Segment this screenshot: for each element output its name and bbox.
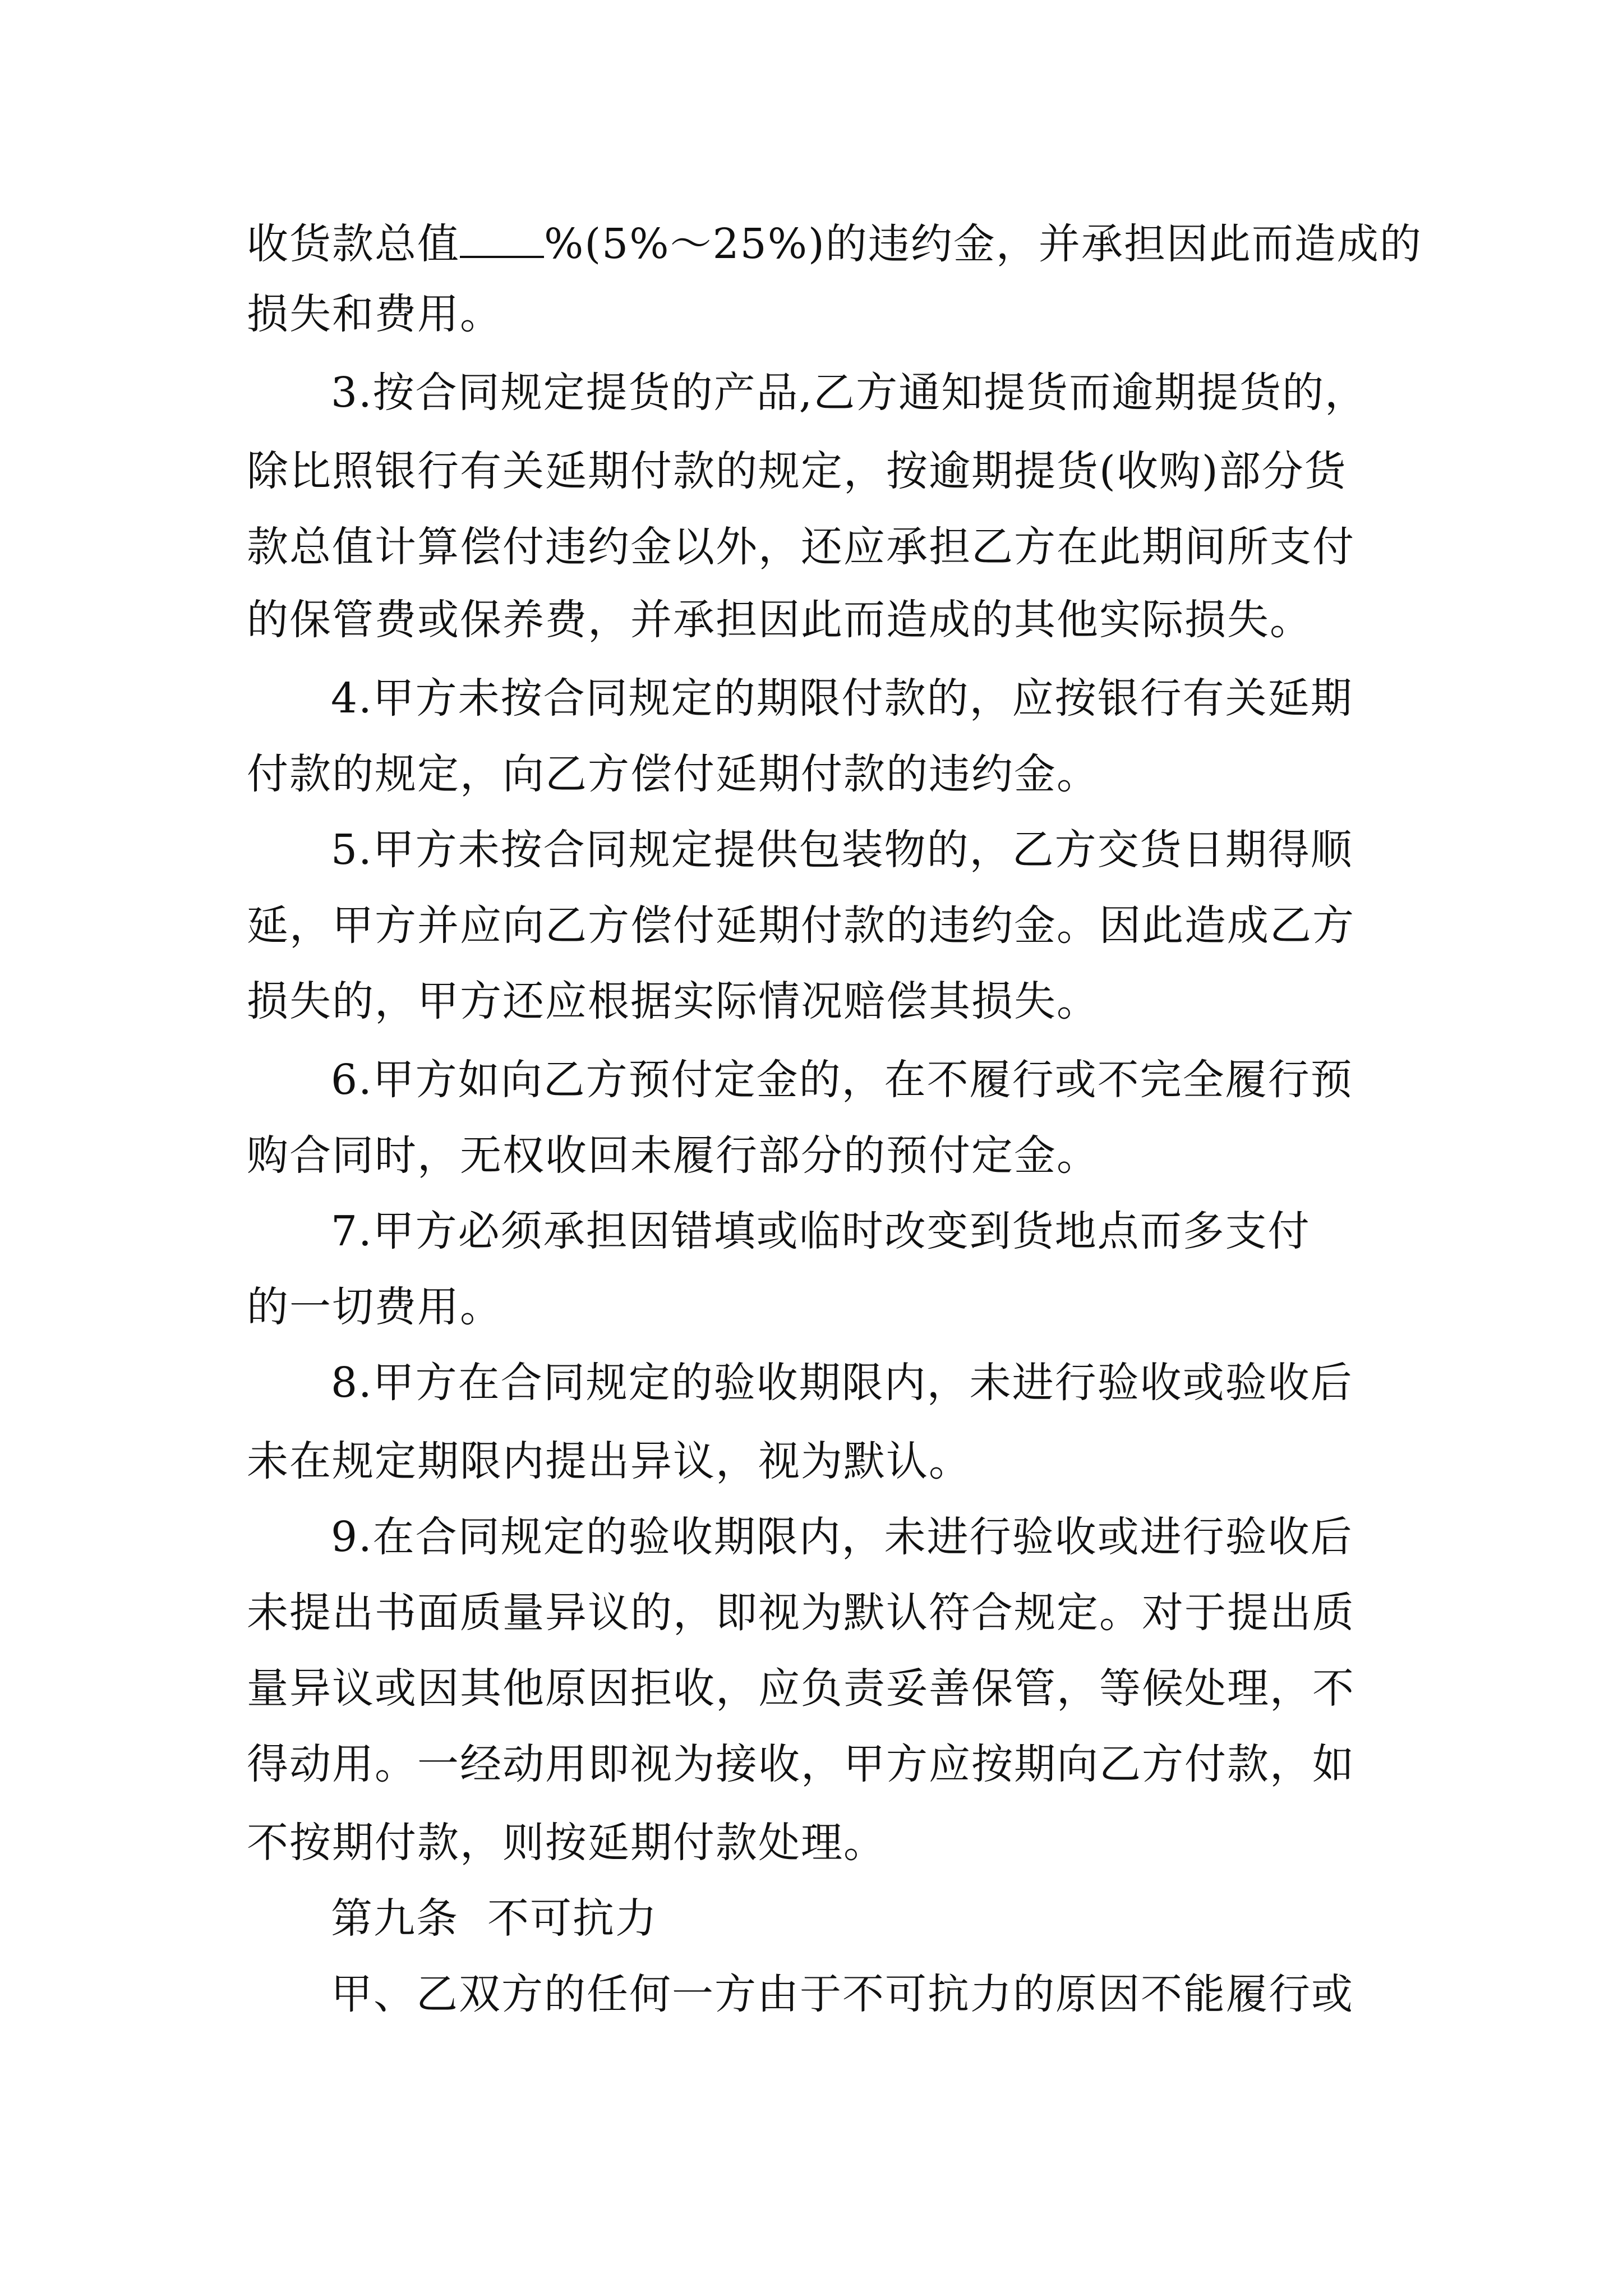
text-line: 未提出书面质量异议的，即视为默认符合规定。对于提出质 [247,1589,1355,1637]
text-line: 不按期付款，则按延期付款处理。 [247,1819,886,1867]
text-line: 的一切费用。 [247,1283,502,1331]
paragraph-first-line: 3.按合同规定提货的产品,乙方通知提货而逾期提货的， [331,369,1368,417]
paragraph-first-line: 7.甲方必须承担因错填或临时改变到货地点而多支付 [331,1207,1311,1255]
text-line: 付款的规定，向乙方偿付延期付款的违约金。 [247,750,1099,798]
text-line: 损失和费用。 [247,290,502,338]
text-line: 未在规定期限内提出异议，视为默认。 [247,1437,971,1485]
paragraph-first-line: 4.甲方未按合同规定的期限付款的，应按银行有关延期 [331,674,1353,723]
text-line: 购合同时，无权收回未履行部分的预付定金。 [247,1131,1099,1180]
text-line [247,216,1422,272]
article-heading: 第九条 不可抗力 [331,1894,658,1943]
paragraph-first-line: 甲、乙双方的任何一方由于不可抗力的原因不能履行或 [331,1970,1354,2018]
text-line: 得动用。一经动用即视为接收，甲方应按期向乙方付款，如 [247,1740,1355,1788]
paragraph-first-line: 9.在合同规定的验收期限内，未进行验收或进行验收后 [331,1513,1353,1561]
text-line: 款总值计算偿付违约金以外，还应承担乙方在此期间所支付 [247,523,1355,571]
text-fragment: 收货款总值 [247,220,460,268]
text-line: 除比照银行有关延期付款的规定，按逾期提货(收购)部分货 [247,447,1347,495]
fill-in-blank[interactable] [460,218,544,258]
text-line: 延，甲方并应向乙方偿付延期付款的违约金。因此造成乙方 [247,901,1355,950]
paragraph-first-line: 5.甲方未按合同规定提供包装物的，乙方交货日期得顺 [331,826,1353,874]
text-line: 的保管费或保养费，并承担因此而造成的其他实际损失。 [247,596,1312,644]
text-line: 损失的，甲方还应根据实际情况赔偿其损失。 [247,977,1099,1025]
text-line: 量异议或因其他原因拒收，应负责妥善保管，等候处理，不 [247,1664,1355,1713]
text-fragment: %(5%～25%)的违约金，并承担因此而造成的 [544,220,1422,268]
paragraph-first-line: 8.甲方在合同规定的验收期限内，未进行验收或验收后 [331,1359,1353,1407]
paragraph-first-line: 6.甲方如向乙方预付定金的，在不履行或不完全履行预 [331,1056,1353,1104]
